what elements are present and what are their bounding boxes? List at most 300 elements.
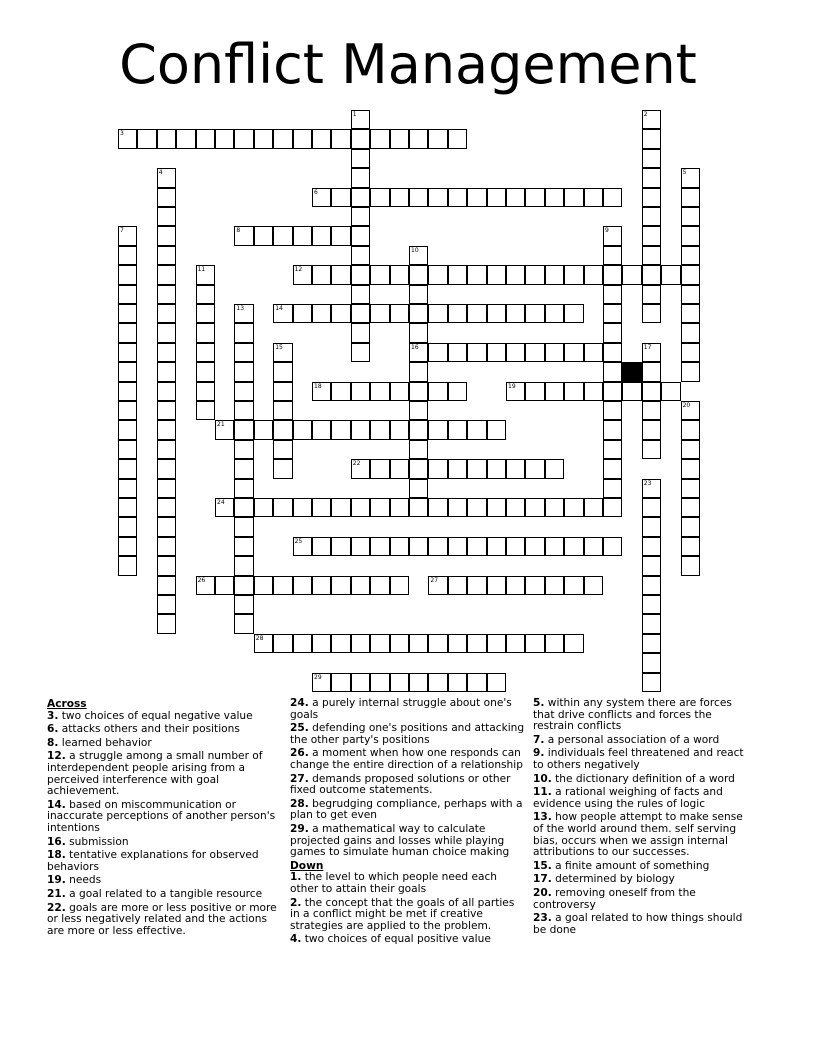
grid-cell[interactable] bbox=[312, 673, 331, 692]
grid-cell[interactable] bbox=[428, 634, 447, 653]
grid-cell[interactable] bbox=[584, 343, 603, 362]
grid-cell[interactable] bbox=[506, 459, 525, 478]
grid-cell[interactable] bbox=[506, 265, 525, 284]
grid-cell[interactable] bbox=[448, 382, 467, 401]
grid-cell[interactable] bbox=[157, 362, 176, 381]
grid-cell[interactable] bbox=[234, 537, 253, 556]
grid-cell[interactable] bbox=[448, 265, 467, 284]
grid-cell[interactable] bbox=[448, 634, 467, 653]
grid-cell[interactable] bbox=[351, 304, 370, 323]
grid-cell[interactable] bbox=[409, 382, 428, 401]
grid-cell[interactable] bbox=[331, 129, 350, 148]
grid-cell[interactable] bbox=[448, 188, 467, 207]
grid-cell[interactable] bbox=[409, 634, 428, 653]
grid-cell[interactable] bbox=[564, 498, 583, 517]
grid-cell[interactable] bbox=[603, 343, 622, 362]
grid-cell[interactable] bbox=[196, 304, 215, 323]
grid-cell[interactable] bbox=[467, 343, 486, 362]
grid-cell[interactable] bbox=[312, 304, 331, 323]
grid-cell[interactable] bbox=[487, 265, 506, 284]
grid-cell[interactable] bbox=[545, 265, 564, 284]
grid-cell[interactable] bbox=[681, 246, 700, 265]
grid-cell[interactable] bbox=[487, 188, 506, 207]
grid-cell[interactable] bbox=[273, 576, 292, 595]
grid-cell[interactable] bbox=[487, 420, 506, 439]
grid-cell[interactable] bbox=[564, 188, 583, 207]
grid-cell[interactable] bbox=[545, 382, 564, 401]
grid-cell[interactable] bbox=[118, 440, 137, 459]
grid-cell[interactable] bbox=[293, 226, 312, 245]
grid-cell[interactable] bbox=[428, 343, 447, 362]
grid-cell[interactable] bbox=[681, 226, 700, 245]
grid-cell[interactable] bbox=[525, 304, 544, 323]
grid-cell[interactable] bbox=[331, 382, 350, 401]
grid-cell[interactable] bbox=[293, 420, 312, 439]
grid-cell[interactable] bbox=[545, 304, 564, 323]
grid-cell[interactable] bbox=[390, 498, 409, 517]
grid-cell[interactable] bbox=[603, 304, 622, 323]
grid-cell[interactable] bbox=[234, 362, 253, 381]
grid-cell[interactable] bbox=[622, 265, 641, 284]
grid-cell[interactable] bbox=[118, 382, 137, 401]
grid-cell[interactable] bbox=[642, 110, 661, 129]
grid-cell[interactable] bbox=[351, 129, 370, 148]
grid-cell[interactable] bbox=[157, 343, 176, 362]
grid-cell[interactable] bbox=[157, 323, 176, 342]
grid-cell[interactable] bbox=[215, 498, 234, 517]
grid-cell[interactable] bbox=[351, 110, 370, 129]
grid-cell[interactable] bbox=[157, 440, 176, 459]
grid-cell[interactable] bbox=[196, 129, 215, 148]
grid-cell[interactable] bbox=[331, 634, 350, 653]
grid-cell[interactable] bbox=[312, 537, 331, 556]
grid-cell[interactable] bbox=[157, 401, 176, 420]
grid-cell[interactable] bbox=[196, 401, 215, 420]
grid-cell[interactable] bbox=[331, 420, 350, 439]
grid-cell[interactable] bbox=[390, 129, 409, 148]
grid-cell[interactable] bbox=[254, 226, 273, 245]
grid-cell[interactable] bbox=[157, 479, 176, 498]
grid-cell[interactable] bbox=[642, 265, 661, 284]
grid-cell[interactable] bbox=[448, 343, 467, 362]
grid-cell[interactable] bbox=[545, 537, 564, 556]
grid-cell[interactable] bbox=[681, 265, 700, 284]
grid-cell[interactable] bbox=[351, 246, 370, 265]
grid-cell[interactable] bbox=[506, 498, 525, 517]
grid-cell[interactable] bbox=[312, 498, 331, 517]
grid-cell[interactable] bbox=[642, 595, 661, 614]
grid-cell[interactable] bbox=[622, 382, 641, 401]
grid-cell[interactable] bbox=[603, 285, 622, 304]
grid-cell[interactable] bbox=[293, 634, 312, 653]
grid-cell[interactable] bbox=[681, 285, 700, 304]
grid-cell[interactable] bbox=[642, 168, 661, 187]
grid-cell[interactable] bbox=[428, 188, 447, 207]
grid-cell[interactable] bbox=[409, 304, 428, 323]
grid-cell[interactable] bbox=[681, 459, 700, 478]
grid-cell[interactable] bbox=[428, 382, 447, 401]
grid-cell[interactable] bbox=[273, 401, 292, 420]
grid-cell[interactable] bbox=[157, 246, 176, 265]
grid-cell[interactable] bbox=[545, 498, 564, 517]
grid-cell[interactable] bbox=[234, 517, 253, 536]
grid-cell[interactable] bbox=[273, 362, 292, 381]
grid-cell[interactable] bbox=[409, 362, 428, 381]
grid-cell[interactable] bbox=[157, 614, 176, 633]
grid-cell[interactable] bbox=[234, 595, 253, 614]
grid-cell[interactable] bbox=[584, 382, 603, 401]
grid-cell[interactable] bbox=[312, 226, 331, 245]
grid-cell[interactable] bbox=[603, 265, 622, 284]
grid-cell[interactable] bbox=[681, 498, 700, 517]
grid-cell[interactable] bbox=[428, 576, 447, 595]
grid-cell[interactable] bbox=[351, 226, 370, 245]
grid-cell[interactable] bbox=[467, 634, 486, 653]
grid-cell[interactable] bbox=[118, 129, 137, 148]
grid-cell[interactable] bbox=[254, 498, 273, 517]
grid-cell[interactable] bbox=[390, 304, 409, 323]
grid-cell[interactable] bbox=[409, 420, 428, 439]
grid-cell[interactable] bbox=[603, 362, 622, 381]
grid-cell[interactable] bbox=[525, 459, 544, 478]
grid-cell[interactable] bbox=[642, 401, 661, 420]
grid-cell[interactable] bbox=[370, 129, 389, 148]
grid-cell[interactable] bbox=[370, 634, 389, 653]
grid-cell[interactable] bbox=[157, 517, 176, 536]
grid-cell[interactable] bbox=[331, 304, 350, 323]
grid-cell[interactable] bbox=[545, 188, 564, 207]
grid-cell[interactable] bbox=[351, 149, 370, 168]
grid-cell[interactable] bbox=[118, 265, 137, 284]
grid-cell[interactable] bbox=[448, 576, 467, 595]
grid-cell[interactable] bbox=[603, 401, 622, 420]
grid-cell[interactable] bbox=[370, 382, 389, 401]
grid-cell[interactable] bbox=[642, 576, 661, 595]
grid-cell[interactable] bbox=[428, 129, 447, 148]
grid-cell[interactable] bbox=[331, 673, 350, 692]
grid-cell[interactable] bbox=[428, 304, 447, 323]
grid-cell[interactable] bbox=[642, 517, 661, 536]
grid-cell[interactable] bbox=[196, 323, 215, 342]
grid-cell[interactable] bbox=[157, 576, 176, 595]
grid-cell[interactable] bbox=[234, 459, 253, 478]
grid-cell[interactable] bbox=[157, 207, 176, 226]
grid-cell[interactable] bbox=[234, 382, 253, 401]
grid-cell[interactable] bbox=[118, 343, 137, 362]
grid-cell[interactable] bbox=[370, 304, 389, 323]
grid-cell[interactable] bbox=[681, 207, 700, 226]
grid-cell[interactable] bbox=[584, 576, 603, 595]
grid-cell[interactable] bbox=[234, 440, 253, 459]
grid-cell[interactable] bbox=[234, 614, 253, 633]
grid-cell[interactable] bbox=[331, 188, 350, 207]
grid-cell[interactable] bbox=[409, 188, 428, 207]
grid-cell[interactable] bbox=[603, 479, 622, 498]
grid-cell[interactable] bbox=[681, 556, 700, 575]
grid-cell[interactable] bbox=[157, 188, 176, 207]
grid-cell[interactable] bbox=[681, 168, 700, 187]
grid-cell[interactable] bbox=[661, 265, 680, 284]
grid-cell[interactable] bbox=[603, 382, 622, 401]
grid-cell[interactable] bbox=[234, 556, 253, 575]
grid-cell[interactable] bbox=[118, 323, 137, 342]
grid-cell[interactable] bbox=[293, 304, 312, 323]
grid-cell[interactable] bbox=[642, 149, 661, 168]
grid-cell[interactable] bbox=[487, 576, 506, 595]
grid-cell[interactable] bbox=[234, 304, 253, 323]
grid-cell[interactable] bbox=[312, 129, 331, 148]
grid-cell[interactable] bbox=[118, 420, 137, 439]
grid-cell[interactable] bbox=[525, 265, 544, 284]
grid-cell[interactable] bbox=[681, 188, 700, 207]
grid-cell[interactable] bbox=[312, 188, 331, 207]
grid-cell[interactable] bbox=[448, 459, 467, 478]
grid-cell[interactable] bbox=[564, 382, 583, 401]
grid-cell[interactable] bbox=[215, 576, 234, 595]
grid-cell[interactable] bbox=[370, 265, 389, 284]
grid-cell[interactable] bbox=[196, 382, 215, 401]
grid-cell[interactable] bbox=[196, 285, 215, 304]
grid-cell[interactable] bbox=[448, 129, 467, 148]
grid-cell[interactable] bbox=[525, 382, 544, 401]
grid-cell[interactable] bbox=[467, 498, 486, 517]
grid-cell[interactable] bbox=[157, 556, 176, 575]
grid-cell[interactable] bbox=[370, 420, 389, 439]
grid-cell[interactable] bbox=[428, 498, 447, 517]
grid-cell[interactable] bbox=[157, 129, 176, 148]
grid-cell[interactable] bbox=[234, 343, 253, 362]
grid-cell[interactable] bbox=[564, 576, 583, 595]
grid-cell[interactable] bbox=[487, 537, 506, 556]
grid-cell[interactable] bbox=[215, 420, 234, 439]
grid-cell[interactable] bbox=[196, 265, 215, 284]
grid-cell[interactable] bbox=[118, 246, 137, 265]
grid-cell[interactable] bbox=[312, 634, 331, 653]
grid-cell[interactable] bbox=[564, 304, 583, 323]
grid-cell[interactable] bbox=[467, 420, 486, 439]
grid-cell[interactable] bbox=[603, 459, 622, 478]
grid-cell[interactable] bbox=[351, 265, 370, 284]
grid-cell[interactable] bbox=[428, 265, 447, 284]
grid-cell[interactable] bbox=[584, 498, 603, 517]
grid-cell[interactable] bbox=[467, 576, 486, 595]
grid-cell[interactable] bbox=[642, 207, 661, 226]
grid-cell[interactable] bbox=[293, 265, 312, 284]
grid-cell[interactable] bbox=[118, 459, 137, 478]
grid-cell[interactable] bbox=[525, 188, 544, 207]
grid-cell[interactable] bbox=[603, 420, 622, 439]
grid-cell[interactable] bbox=[525, 537, 544, 556]
grid-cell[interactable] bbox=[428, 420, 447, 439]
grid-cell[interactable] bbox=[642, 343, 661, 362]
grid-cell[interactable] bbox=[351, 459, 370, 478]
grid-cell[interactable] bbox=[448, 498, 467, 517]
grid-cell[interactable] bbox=[603, 323, 622, 342]
grid-cell[interactable] bbox=[254, 129, 273, 148]
grid-cell[interactable] bbox=[642, 362, 661, 381]
grid-cell[interactable] bbox=[506, 634, 525, 653]
grid-cell[interactable] bbox=[351, 420, 370, 439]
grid-cell[interactable] bbox=[293, 498, 312, 517]
grid-cell[interactable] bbox=[428, 537, 447, 556]
grid-cell[interactable] bbox=[428, 459, 447, 478]
grid-cell[interactable] bbox=[409, 401, 428, 420]
grid-cell[interactable] bbox=[273, 129, 292, 148]
grid-cell[interactable] bbox=[370, 188, 389, 207]
grid-cell[interactable] bbox=[118, 479, 137, 498]
grid-cell[interactable] bbox=[642, 129, 661, 148]
grid-cell[interactable] bbox=[157, 498, 176, 517]
grid-cell[interactable] bbox=[642, 285, 661, 304]
grid-cell[interactable] bbox=[545, 459, 564, 478]
grid-cell[interactable] bbox=[351, 168, 370, 187]
grid-cell[interactable] bbox=[506, 188, 525, 207]
grid-cell[interactable] bbox=[642, 304, 661, 323]
grid-cell[interactable] bbox=[564, 343, 583, 362]
grid-cell[interactable] bbox=[234, 479, 253, 498]
grid-cell[interactable] bbox=[390, 459, 409, 478]
grid-cell[interactable] bbox=[273, 459, 292, 478]
grid-cell[interactable] bbox=[409, 459, 428, 478]
grid-cell[interactable] bbox=[137, 129, 156, 148]
grid-cell[interactable] bbox=[681, 304, 700, 323]
grid-cell[interactable] bbox=[603, 498, 622, 517]
grid-cell[interactable] bbox=[118, 304, 137, 323]
grid-cell[interactable] bbox=[215, 129, 234, 148]
grid-cell[interactable] bbox=[312, 576, 331, 595]
grid-cell[interactable] bbox=[487, 673, 506, 692]
grid-cell[interactable] bbox=[351, 323, 370, 342]
grid-cell[interactable] bbox=[487, 498, 506, 517]
grid-cell[interactable] bbox=[293, 576, 312, 595]
grid-cell[interactable] bbox=[273, 343, 292, 362]
grid-cell[interactable] bbox=[273, 498, 292, 517]
grid-cell[interactable] bbox=[681, 323, 700, 342]
grid-cell[interactable] bbox=[118, 226, 137, 245]
grid-cell[interactable] bbox=[293, 537, 312, 556]
grid-cell[interactable] bbox=[118, 285, 137, 304]
grid-cell[interactable] bbox=[331, 576, 350, 595]
grid-cell[interactable] bbox=[273, 304, 292, 323]
grid-cell[interactable] bbox=[642, 440, 661, 459]
grid-cell[interactable] bbox=[331, 226, 350, 245]
grid-cell[interactable] bbox=[467, 304, 486, 323]
grid-cell[interactable] bbox=[642, 653, 661, 672]
grid-cell[interactable] bbox=[681, 479, 700, 498]
grid-cell[interactable] bbox=[642, 226, 661, 245]
grid-cell[interactable] bbox=[545, 634, 564, 653]
grid-cell[interactable] bbox=[157, 537, 176, 556]
grid-cell[interactable] bbox=[487, 634, 506, 653]
grid-cell[interactable] bbox=[331, 265, 350, 284]
grid-cell[interactable] bbox=[603, 537, 622, 556]
grid-cell[interactable] bbox=[409, 343, 428, 362]
grid-cell[interactable] bbox=[525, 576, 544, 595]
grid-cell[interactable] bbox=[157, 226, 176, 245]
grid-cell[interactable] bbox=[234, 420, 253, 439]
grid-cell[interactable] bbox=[234, 129, 253, 148]
grid-cell[interactable] bbox=[448, 304, 467, 323]
grid-cell[interactable] bbox=[487, 304, 506, 323]
grid-cell[interactable] bbox=[370, 576, 389, 595]
grid-cell[interactable] bbox=[351, 207, 370, 226]
grid-cell[interactable] bbox=[428, 673, 447, 692]
grid-cell[interactable] bbox=[642, 188, 661, 207]
grid-cell[interactable] bbox=[409, 323, 428, 342]
grid-cell[interactable] bbox=[390, 188, 409, 207]
grid-cell[interactable] bbox=[642, 556, 661, 575]
grid-cell[interactable] bbox=[351, 188, 370, 207]
grid-cell[interactable] bbox=[642, 246, 661, 265]
grid-cell[interactable] bbox=[467, 673, 486, 692]
grid-cell[interactable] bbox=[642, 420, 661, 439]
grid-cell[interactable] bbox=[642, 634, 661, 653]
grid-cell[interactable] bbox=[506, 537, 525, 556]
grid-cell[interactable] bbox=[118, 537, 137, 556]
grid-cell[interactable] bbox=[506, 382, 525, 401]
grid-cell[interactable] bbox=[525, 634, 544, 653]
grid-cell[interactable] bbox=[254, 420, 273, 439]
grid-cell[interactable] bbox=[409, 285, 428, 304]
grid-cell[interactable] bbox=[370, 459, 389, 478]
grid-cell[interactable] bbox=[584, 265, 603, 284]
grid-cell[interactable] bbox=[351, 285, 370, 304]
grid-cell[interactable] bbox=[118, 556, 137, 575]
grid-cell[interactable] bbox=[564, 634, 583, 653]
grid-cell[interactable] bbox=[467, 537, 486, 556]
grid-cell[interactable] bbox=[409, 673, 428, 692]
grid-cell[interactable] bbox=[351, 498, 370, 517]
grid-cell[interactable] bbox=[331, 498, 350, 517]
grid-cell[interactable] bbox=[118, 517, 137, 536]
grid-cell[interactable] bbox=[312, 382, 331, 401]
grid-cell[interactable] bbox=[467, 265, 486, 284]
grid-cell[interactable] bbox=[681, 420, 700, 439]
grid-cell[interactable] bbox=[293, 129, 312, 148]
grid-cell[interactable] bbox=[642, 673, 661, 692]
grid-cell[interactable] bbox=[545, 343, 564, 362]
grid-cell[interactable] bbox=[525, 498, 544, 517]
grid-cell[interactable] bbox=[118, 362, 137, 381]
grid-cell[interactable] bbox=[157, 304, 176, 323]
grid-cell[interactable] bbox=[681, 401, 700, 420]
grid-cell[interactable] bbox=[409, 479, 428, 498]
grid-cell[interactable] bbox=[409, 498, 428, 517]
grid-cell[interactable] bbox=[409, 265, 428, 284]
grid-cell[interactable] bbox=[196, 343, 215, 362]
grid-cell[interactable] bbox=[234, 576, 253, 595]
grid-cell[interactable] bbox=[487, 343, 506, 362]
grid-cell[interactable] bbox=[681, 440, 700, 459]
grid-cell[interactable] bbox=[390, 265, 409, 284]
grid-cell[interactable] bbox=[234, 323, 253, 342]
grid-cell[interactable] bbox=[273, 634, 292, 653]
grid-cell[interactable] bbox=[157, 420, 176, 439]
grid-cell[interactable] bbox=[351, 576, 370, 595]
grid-cell[interactable] bbox=[681, 362, 700, 381]
grid-cell[interactable] bbox=[273, 382, 292, 401]
grid-cell[interactable] bbox=[448, 673, 467, 692]
grid-cell[interactable] bbox=[331, 537, 350, 556]
grid-cell[interactable] bbox=[370, 498, 389, 517]
grid-cell[interactable] bbox=[603, 188, 622, 207]
grid-cell[interactable] bbox=[603, 246, 622, 265]
grid-cell[interactable] bbox=[196, 362, 215, 381]
grid-cell[interactable] bbox=[642, 498, 661, 517]
grid-cell[interactable] bbox=[467, 188, 486, 207]
grid-cell[interactable] bbox=[118, 401, 137, 420]
grid-cell[interactable] bbox=[351, 382, 370, 401]
